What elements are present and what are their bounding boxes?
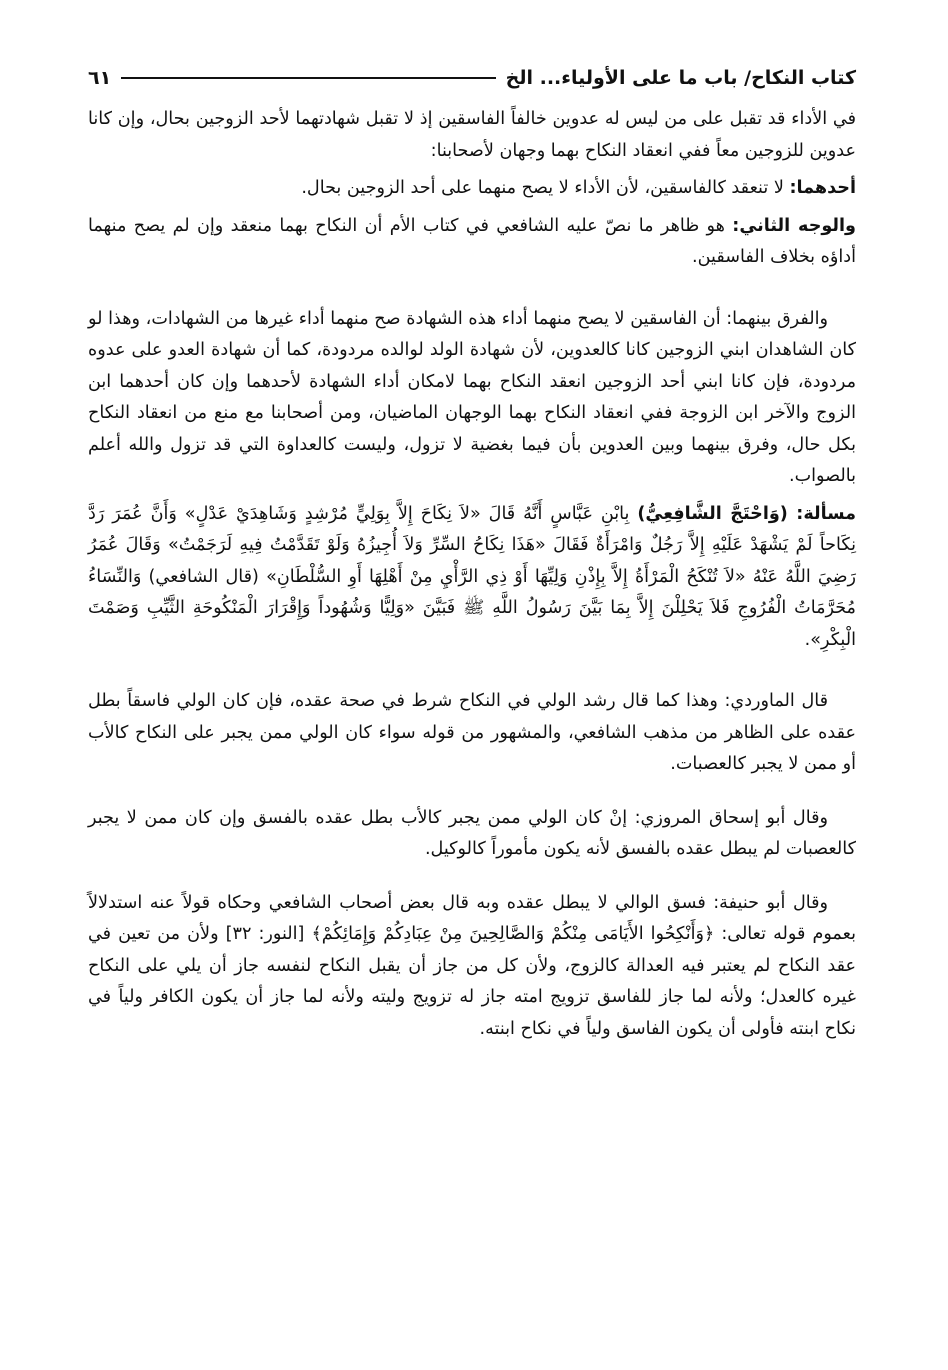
paragraph-text: بِابْنِ عَبَّاسٍ أَنَّهُ قَالَ «لاَ نِكَاحَ إِلاَّ بِوَلِيٍّ مُرْشِدٍ وَشَاهِدَيْ عَدْلٍ» وَأَنَّ عُمَرَ رَدَّ نِكَاحاً لَمْ يَشْهَدْ عَلَيْهِ إِلاَّ رَجُلٌ وَامْرَأَةٌ فَقَالَ «هَذَا نِكَاحُ السِّرِّ وَلاَ أُجِيزُهُ وَلَوْ تَقَدَّمْتُ فِيهِ لَرَجَمْتُ» وَقَالَ عُمَرُ رَضِيَ اللَّهُ عَنْهُ «لاَ تُنْكَحُ الْمَرْأَةُ إِلاَّ بِإِذْنِ وَلِيِّهَا أَوْ ذِي الرَّأْيِ مِنْ أَهْلِهَا أَوِ السُّلْطَانِ» (قال الشافعي) وَالنِّسَاءُ مُحَرَّمَاتُ الْفُرُوجِ فَلاَ يَحْلِلْنَ إِلاَّ بِمَا بَيَّنَ رَسُولُ اللَّهِ ﷺ فَبَيَّنَ «وَلِيًّا وَشُهُوداً وَإِقْرَارَ الْمَنْكُوحَةِ الثَّيِّبِ وَصَمْتَ الْبِكْرِ». bbox=[88, 503, 856, 650]
paragraph-lead: مسألة: (وَاحْتَجَّ الشَّافِعِيُّ) bbox=[637, 503, 857, 524]
paragraph-1 bbox=[88, 104, 856, 167]
book-page bbox=[88, 58, 856, 1348]
paragraph-text: قال الماوردي: وهذا كما قال رشد الولي في النكاح شرط في صحة عقده، فإن كان الولي فاسقاً بطل عقده على الظاهر من مذهب الشافعي، والمشهور من قوله سواء كان الولي ممن يجبر على النكاح كالأب أو ممن لا يجبر كالعصبات. bbox=[88, 691, 856, 774]
paragraph-masala bbox=[88, 499, 856, 657]
paragraph-abu-hanifa bbox=[88, 888, 856, 1046]
paragraph-first-view bbox=[88, 173, 856, 205]
paragraph-difference bbox=[88, 304, 856, 493]
paragraph-text: وقال أبو إسحاق المروزي: إنْ كان الولي ممن يجبر كالأب بطل عقده بالفسق وإن كان ممن لا يجبر كالعصبات لم يبطل عقده بالفسق لأنه يكون مأموراً كالوكيل. bbox=[88, 807, 856, 859]
header-rule bbox=[121, 77, 495, 79]
running-header bbox=[88, 58, 856, 98]
paragraph-second-view bbox=[88, 211, 856, 274]
page-number: ٦١ bbox=[88, 67, 112, 89]
paragraph-text: هو ظاهر ما نصّ عليه الشافعي في كتاب الأم أن النكاح بهما منعقد وإن لم يصح منهما أداؤه بخلاف الفاسقين. bbox=[88, 215, 856, 267]
header-title: كتاب النكاح/ باب ما على الأولياء... الخ bbox=[505, 67, 856, 89]
paragraph-text: لا تنعقد كالفاسقين، لأن الأداء لا يصح منهما على أحد الزوجين بحال. bbox=[301, 178, 790, 198]
paragraph-marwazi bbox=[88, 803, 856, 866]
paragraph-lead: أحدهما: bbox=[789, 178, 856, 198]
paragraph-mawardi bbox=[88, 686, 856, 781]
paragraph-lead: والوجه الثاني: bbox=[732, 215, 856, 236]
paragraph-text: وقال أبو حنيفة: فسق الوالي لا يبطل عقده وبه قال بعض أصحاب الشافعي وحكاه قولاً عنه استدلالاً بعموم قوله تعالى: ﴿وَأَنْكِحُوا الأَيَامَى مِنْكُمْ وَالصَّالِحِينَ مِنْ عِبَادِكُمْ وَإِمَائِكُمْ﴾ [النور: ٣٢] ولأن من تعين في عقد النكاح لم يعتبر فيه العدالة كالزوج، ولأن كل من جاز أن يقبل النكاح لنفسه جاز أن يلي على النكاح غيره كالعدل؛ ولأنه لما جاز للفاسق تزويج امته جاز له تزويج وليته ولأنه لما جاز أن يكون الكافر ولياً في نكاح ابنته فأولى أن يكون الفاسق ولياً في نكاح ابنته. bbox=[88, 892, 856, 1039]
paragraph-text: في الأداء قد تقبل على من ليس له عدوين خالفاً الفاسقين إذ لا تقبل شهادتهما لأحد الزوجين بحال، وإن كانا عدوين للزوجين معاً ففي انعقاد النكاح بهما وجهان لأصحابنا: bbox=[88, 109, 856, 161]
paragraph-text: والفرق بينهما: أن الفاسقين لا يصح منهما أداء هذه الشهادة صح منهما أداء غيرها من الشهادات، وهذا لو كان الشاهدان ابني الزوجين كانا كالعدوين، لأن شهادة الولد لوالده مردودة، كما أن شهادة العدو على عدوه مردودة، فإن كانا ابني أحد الزوجين انعقد النكاح بهما لامكان أداء الشهادة لأحدهما وإن كان أحدهما ابن الزوج والآخر ابن الزوجة ففي انعقاد النكاح بهما الوجهان الماضيان، ومن أصحابنا مع منع من انعقاد النكاح بكل حال، وفرق بينهما وبين العدوين بأن فيما بغضية لا تزول، وليست كالعداوة التي قد تزول والله أعلم بالصواب. bbox=[88, 308, 856, 486]
